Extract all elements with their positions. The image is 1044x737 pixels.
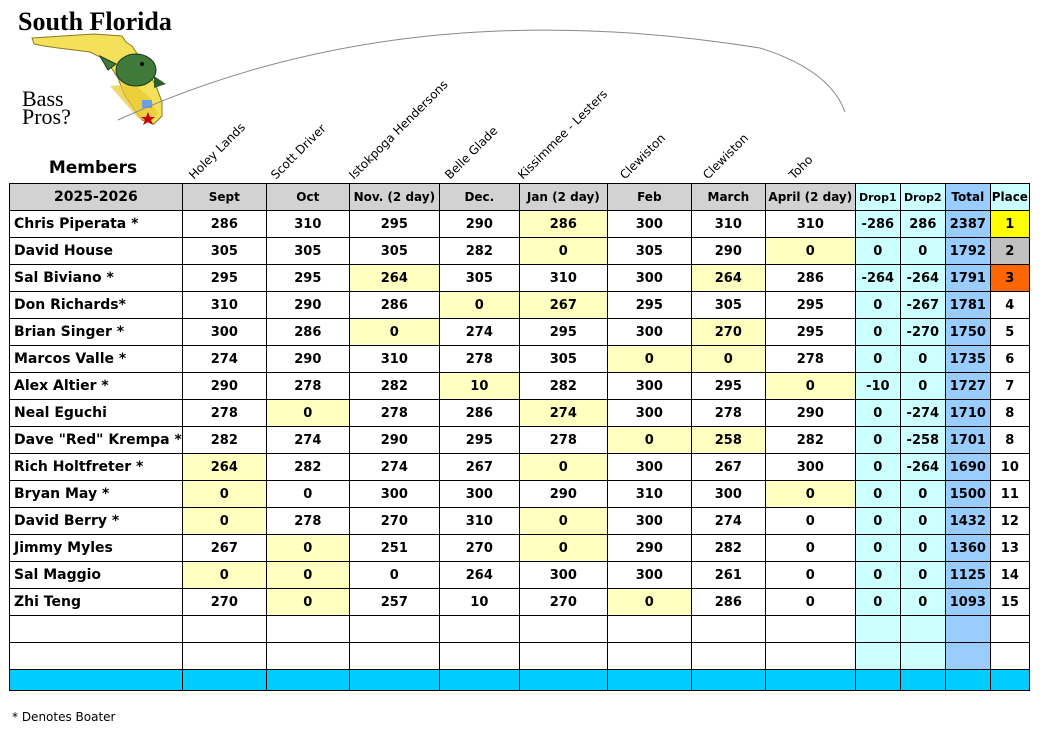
drop1-cell: 0: [855, 535, 900, 562]
score-cell: 290: [765, 400, 855, 427]
footer-cell: [945, 670, 990, 691]
drop2-cell: 0: [900, 373, 945, 400]
blank-cell: [945, 643, 990, 670]
drop2-cell: -258: [900, 427, 945, 454]
score-cell: 274: [691, 508, 765, 535]
blank-cell: [900, 643, 945, 670]
place-cell: 12: [990, 508, 1029, 535]
blank-cell: [10, 616, 183, 643]
score-cell: 0: [266, 400, 349, 427]
score-cell: 295: [765, 319, 855, 346]
score-cell: 300: [607, 562, 691, 589]
score-cell: 0: [607, 589, 691, 616]
total-cell: 2387: [945, 211, 990, 238]
score-cell: 0: [765, 589, 855, 616]
place-cell: 8: [990, 427, 1029, 454]
total-cell: 1500: [945, 481, 990, 508]
score-cell: 0: [266, 562, 349, 589]
place-cell: 10: [990, 454, 1029, 481]
score-cell: 0: [519, 508, 607, 535]
score-cell: 300: [349, 481, 439, 508]
venue-label-sept: Holey Lands: [186, 120, 248, 182]
drop2-cell: 0: [900, 481, 945, 508]
place-cell: 5: [990, 319, 1029, 346]
score-cell: 264: [439, 562, 519, 589]
footer-cell: [607, 670, 691, 691]
drop2-cell: 0: [900, 346, 945, 373]
place-cell: 3: [990, 265, 1029, 292]
score-cell: 0: [349, 562, 439, 589]
score-cell: 278: [182, 400, 266, 427]
total-cell: 1360: [945, 535, 990, 562]
member-row: [10, 535, 1030, 562]
score-cell: 310: [765, 211, 855, 238]
score-cell: 300: [607, 508, 691, 535]
score-cell: 0: [519, 238, 607, 265]
score-cell: 0: [182, 481, 266, 508]
place-cell: 7: [990, 373, 1029, 400]
footer-cell: [439, 670, 519, 691]
score-cell: 286: [349, 292, 439, 319]
member-row: [10, 508, 1030, 535]
member-name: Marcos Valle *: [10, 346, 183, 373]
member-row: [10, 292, 1030, 319]
drop1-cell: -264: [855, 265, 900, 292]
blank-cell: [439, 643, 519, 670]
place-cell: 13: [990, 535, 1029, 562]
score-cell: 0: [607, 427, 691, 454]
drop1-cell: 0: [855, 454, 900, 481]
score-cell: 274: [266, 427, 349, 454]
score-cell: 310: [266, 211, 349, 238]
score-cell: 310: [691, 211, 765, 238]
drop2-cell: 0: [900, 535, 945, 562]
score-cell: 261: [691, 562, 765, 589]
venue-label-april: Toho: [786, 152, 816, 182]
footer-cell: [182, 670, 266, 691]
score-cell: 300: [182, 319, 266, 346]
score-cell: 290: [266, 292, 349, 319]
score-cell: 286: [266, 319, 349, 346]
blank-cell: [10, 643, 183, 670]
drop1-cell: 0: [855, 481, 900, 508]
score-cell: 257: [349, 589, 439, 616]
footer-cell: [900, 670, 945, 691]
member-name: David Berry *: [10, 508, 183, 535]
blank-cell: [607, 643, 691, 670]
score-cell: 251: [349, 535, 439, 562]
footer-cell: [519, 670, 607, 691]
drop2-cell: -267: [900, 292, 945, 319]
score-cell: 278: [691, 400, 765, 427]
blank-cell: [990, 643, 1029, 670]
blank-row: [10, 616, 1030, 643]
venue-label-oct: Scott Driver: [268, 121, 329, 182]
drop1-cell: 0: [855, 292, 900, 319]
column-header: Nov. (2 day): [349, 184, 439, 211]
drop1-cell: 0: [855, 508, 900, 535]
score-cell: 290: [439, 211, 519, 238]
score-cell: 286: [439, 400, 519, 427]
blank-cell: [439, 616, 519, 643]
score-cell: 286: [519, 211, 607, 238]
member-row: [10, 562, 1030, 589]
total-cell: 1701: [945, 427, 990, 454]
drop2-cell: -274: [900, 400, 945, 427]
blank-cell: [691, 616, 765, 643]
score-cell: 310: [439, 508, 519, 535]
member-row: [10, 589, 1030, 616]
blank-cell: [607, 616, 691, 643]
total-cell: 1093: [945, 589, 990, 616]
score-cell: 0: [765, 508, 855, 535]
score-cell: 274: [519, 400, 607, 427]
member-row: [10, 454, 1030, 481]
member-name: Don Richards*: [10, 292, 183, 319]
venue-label-dec: Belle Glade: [442, 123, 501, 182]
footer-cell: [855, 670, 900, 691]
member-name: Neal Eguchi: [10, 400, 183, 427]
blank-cell: [182, 616, 266, 643]
score-cell: 0: [765, 481, 855, 508]
score-cell: 290: [182, 373, 266, 400]
blank-row: [10, 643, 1030, 670]
member-row: [10, 211, 1030, 238]
score-cell: 0: [765, 535, 855, 562]
member-name: Sal Maggio: [10, 562, 183, 589]
score-cell: 270: [691, 319, 765, 346]
score-cell: 290: [349, 427, 439, 454]
logo-pros-text: Pros?: [22, 104, 71, 128]
total-cell: 1690: [945, 454, 990, 481]
place-cell: 1: [990, 211, 1029, 238]
score-cell: 300: [607, 211, 691, 238]
score-cell: 295: [349, 211, 439, 238]
column-header: Drop2: [900, 184, 945, 211]
drop1-cell: 0: [855, 589, 900, 616]
blank-cell: [855, 616, 900, 643]
score-cell: 295: [266, 265, 349, 292]
score-cell: 305: [439, 265, 519, 292]
score-cell: 0: [266, 481, 349, 508]
score-cell: 278: [349, 400, 439, 427]
blank-cell: [519, 643, 607, 670]
column-header: Place: [990, 184, 1029, 211]
score-cell: 300: [691, 481, 765, 508]
score-cell: 286: [765, 265, 855, 292]
blank-cell: [765, 643, 855, 670]
footer-cell: [990, 670, 1029, 691]
score-cell: 10: [439, 589, 519, 616]
score-cell: 295: [519, 319, 607, 346]
place-cell: 6: [990, 346, 1029, 373]
score-cell: 290: [519, 481, 607, 508]
score-cell: 282: [266, 454, 349, 481]
drop1-cell: -286: [855, 211, 900, 238]
score-cell: 310: [349, 346, 439, 373]
footer-cell: [266, 670, 349, 691]
score-cell: 264: [691, 265, 765, 292]
footer-bar: [10, 670, 1030, 691]
score-cell: 0: [266, 589, 349, 616]
score-cell: 274: [439, 319, 519, 346]
drop1-cell: 0: [855, 400, 900, 427]
score-cell: 300: [519, 562, 607, 589]
blank-cell: [266, 643, 349, 670]
blank-cell: [182, 643, 266, 670]
score-cell: 300: [607, 373, 691, 400]
score-cell: 282: [439, 238, 519, 265]
place-cell: 4: [990, 292, 1029, 319]
score-cell: 267: [439, 454, 519, 481]
column-header: Total: [945, 184, 990, 211]
score-cell: 264: [182, 454, 266, 481]
total-cell: 1727: [945, 373, 990, 400]
member-name: Zhi Teng: [10, 589, 183, 616]
header-row: [10, 184, 1030, 211]
drop1-cell: 0: [855, 319, 900, 346]
score-cell: 278: [439, 346, 519, 373]
total-cell: 1735: [945, 346, 990, 373]
score-cell: 295: [182, 265, 266, 292]
drop1-cell: 0: [855, 562, 900, 589]
blank-cell: [266, 616, 349, 643]
footer-cell: [10, 670, 183, 691]
blank-cell: [691, 643, 765, 670]
member-name: David House: [10, 238, 183, 265]
blank-cell: [900, 616, 945, 643]
member-name: Rich Holtfreter *: [10, 454, 183, 481]
total-cell: 1792: [945, 238, 990, 265]
drop2-cell: 0: [900, 238, 945, 265]
blank-cell: [349, 616, 439, 643]
drop2-cell: 0: [900, 562, 945, 589]
score-cell: 290: [691, 238, 765, 265]
score-cell: 0: [182, 562, 266, 589]
member-name: Chris Piperata *: [10, 211, 183, 238]
score-cell: 282: [519, 373, 607, 400]
score-cell: 0: [266, 535, 349, 562]
score-cell: 286: [182, 211, 266, 238]
blank-cell: [945, 616, 990, 643]
footnote: * Denotes Boater: [12, 710, 116, 724]
score-cell: 0: [691, 346, 765, 373]
place-cell: 14: [990, 562, 1029, 589]
score-cell: 286: [691, 589, 765, 616]
score-cell: 300: [439, 481, 519, 508]
drop1-cell: 0: [855, 427, 900, 454]
column-header: Sept: [182, 184, 266, 211]
member-name: Bryan May *: [10, 481, 183, 508]
drop2-cell: 0: [900, 508, 945, 535]
score-cell: 305: [349, 238, 439, 265]
place-cell: 15: [990, 589, 1029, 616]
score-cell: 267: [691, 454, 765, 481]
south-florida-bass-pros-logo: [14, 6, 174, 128]
season-label: 2025-2026: [10, 184, 183, 211]
total-cell: 1432: [945, 508, 990, 535]
total-cell: 1781: [945, 292, 990, 319]
score-cell: 0: [607, 346, 691, 373]
total-cell: 1125: [945, 562, 990, 589]
member-name: Dave "Red" Krempa *: [10, 427, 183, 454]
score-cell: 264: [349, 265, 439, 292]
member-name: Sal Biviano *: [10, 265, 183, 292]
member-name: Brian Singer *: [10, 319, 183, 346]
score-cell: 282: [349, 373, 439, 400]
score-cell: 270: [349, 508, 439, 535]
standings-table: [9, 183, 1030, 691]
blank-cell: [990, 616, 1029, 643]
place-cell: 8: [990, 400, 1029, 427]
score-cell: 0: [349, 319, 439, 346]
drop1-cell: 0: [855, 346, 900, 373]
member-name: Jimmy Myles: [10, 535, 183, 562]
place-cell: 11: [990, 481, 1029, 508]
score-cell: 310: [607, 481, 691, 508]
score-cell: 274: [182, 346, 266, 373]
drop2-cell: -270: [900, 319, 945, 346]
member-row: [10, 265, 1030, 292]
score-cell: 278: [266, 508, 349, 535]
members-title: Members: [48, 158, 138, 178]
member-name: Alex Altier *: [10, 373, 183, 400]
member-row: [10, 346, 1030, 373]
score-cell: 305: [691, 292, 765, 319]
score-cell: 0: [765, 373, 855, 400]
total-cell: 1791: [945, 265, 990, 292]
score-cell: 282: [182, 427, 266, 454]
score-cell: 0: [439, 292, 519, 319]
score-cell: 270: [519, 589, 607, 616]
score-cell: 300: [765, 454, 855, 481]
score-cell: 305: [182, 238, 266, 265]
member-row: [10, 481, 1030, 508]
venue-label-nov: Istokpoga Hendersons: [346, 77, 451, 182]
venue-label-jan: Kissimmee - Lesters: [515, 86, 611, 182]
score-cell: 0: [519, 454, 607, 481]
column-header: Drop1: [855, 184, 900, 211]
column-header: April (2 day): [765, 184, 855, 211]
logo-bass-text: Bass: [22, 86, 64, 111]
venue-label-march: Clewiston: [700, 130, 752, 182]
drop2-cell: 286: [900, 211, 945, 238]
score-cell: 300: [607, 454, 691, 481]
member-row: [10, 238, 1030, 265]
drop2-cell: -264: [900, 265, 945, 292]
score-cell: 267: [182, 535, 266, 562]
score-cell: 295: [765, 292, 855, 319]
footer-cell: [765, 670, 855, 691]
score-cell: 305: [266, 238, 349, 265]
column-header: March: [691, 184, 765, 211]
member-row: [10, 319, 1030, 346]
logo-title: South Florida: [18, 7, 172, 36]
score-cell: 290: [266, 346, 349, 373]
score-cell: 10: [439, 373, 519, 400]
blank-cell: [855, 643, 900, 670]
member-row: [10, 373, 1030, 400]
score-cell: 310: [519, 265, 607, 292]
score-cell: 300: [607, 400, 691, 427]
venue-label-feb: Clewiston: [617, 130, 669, 182]
drop1-cell: -10: [855, 373, 900, 400]
footer-cell: [691, 670, 765, 691]
drop1-cell: 0: [855, 238, 900, 265]
footer-cell: [349, 670, 439, 691]
blank-cell: [765, 616, 855, 643]
score-cell: 300: [607, 265, 691, 292]
member-row: [10, 427, 1030, 454]
score-cell: 278: [266, 373, 349, 400]
column-header: Dec.: [439, 184, 519, 211]
drop2-cell: 0: [900, 589, 945, 616]
score-cell: 267: [519, 292, 607, 319]
score-cell: 0: [519, 535, 607, 562]
place-cell: 2: [990, 238, 1029, 265]
score-cell: 270: [182, 589, 266, 616]
column-header: Feb: [607, 184, 691, 211]
total-cell: 1710: [945, 400, 990, 427]
column-header: Oct: [266, 184, 349, 211]
total-cell: 1750: [945, 319, 990, 346]
score-cell: 0: [765, 238, 855, 265]
score-cell: 0: [765, 562, 855, 589]
score-cell: 0: [182, 508, 266, 535]
drop2-cell: -264: [900, 454, 945, 481]
score-cell: 270: [439, 535, 519, 562]
score-cell: 258: [691, 427, 765, 454]
blank-cell: [519, 616, 607, 643]
member-row: [10, 400, 1030, 427]
score-cell: 305: [519, 346, 607, 373]
score-cell: 305: [607, 238, 691, 265]
column-header: Jan (2 day): [519, 184, 607, 211]
score-cell: 278: [519, 427, 607, 454]
score-cell: 300: [607, 319, 691, 346]
score-cell: 295: [691, 373, 765, 400]
blank-cell: [349, 643, 439, 670]
score-cell: 282: [765, 427, 855, 454]
score-cell: 295: [439, 427, 519, 454]
score-cell: 274: [349, 454, 439, 481]
score-cell: 290: [607, 535, 691, 562]
score-cell: 310: [182, 292, 266, 319]
score-cell: 278: [765, 346, 855, 373]
score-cell: 282: [691, 535, 765, 562]
score-cell: 295: [607, 292, 691, 319]
